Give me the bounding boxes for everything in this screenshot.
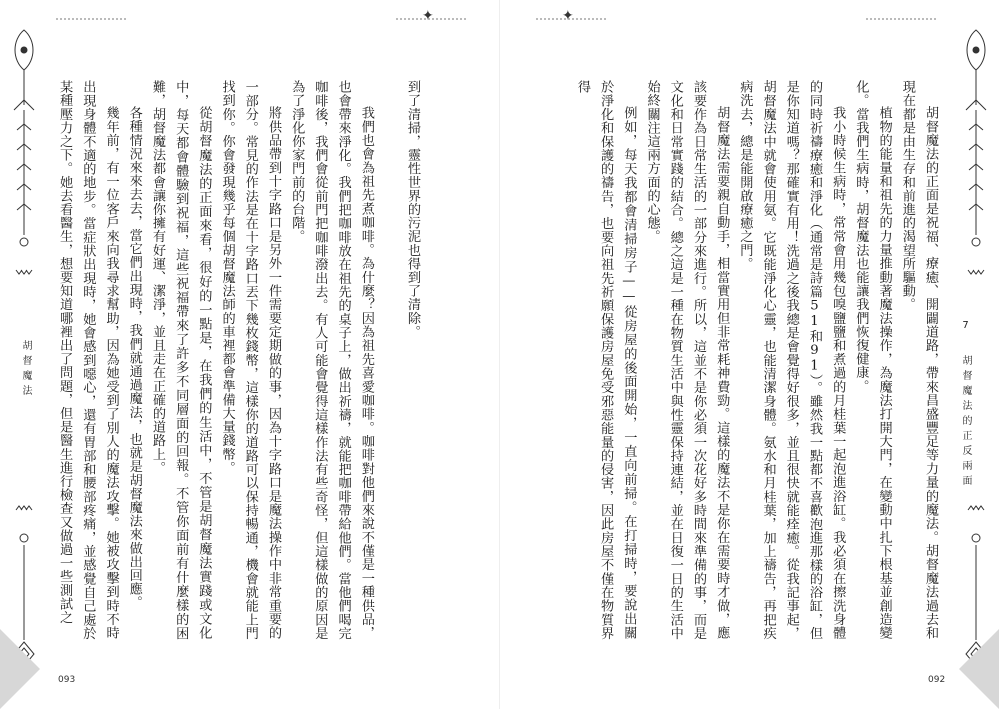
paragraph: 從胡督魔法的正面來看，很好的一點是，在我們的生活中，不管是胡督魔法實踐或文化中，每天都會體驗到祝福，這些祝福帶來了許多不同層面的回報。不管你面前有什麼樣的困難，胡督魔法都會讓你擁有好運、潔淨，並且走在正確的道路上。 bbox=[149, 80, 212, 640]
paragraph: 將供品帶到十字路口是另外一件需要定期做的事，因為十字路口是魔法操作中非常重要的一部分。常見的作法是在十字路口丟下幾枚錢幣，這樣你的道路可以保持暢通，機會就能上門找到你。你會發現幾乎每個胡督魔法師的車裡都會準備大量錢幣。 bbox=[219, 80, 281, 640]
paragraph: 幾年前，有一位客戶來向我尋求幫助，因為她受到了別人的魔法攻擊。她被攻擊到時不時出現身體不適的地步。當症狀出現時，她會感到噁心，還有胃部和腰部疼痛，並感覺自己處於某種壓力之下。她去看醫生，想要知道哪裡出了問題，但是醫生進行檢查又做過一些測試之 bbox=[57, 80, 119, 640]
paragraph: 各種情況來來去去，當它們出現時，我們就通過魔法，也就是胡督魔法來做出回應。 bbox=[126, 106, 142, 610]
paragraph: 我們也會為祖先煮咖啡。為什麼？因為祖先喜愛咖啡。咖啡對他們來說不僅是一種供品，也會帶來淨化。我們把咖啡放在祖先的桌子上，做出祈禱，就能把咖啡帶給他們。當他們喝完咖啡後，我們會從前門把咖啡潑出去。有人可能會覺得這樣作法有些奇怪，但這樣做的原因是為了淨化你家門前的台階。 bbox=[289, 80, 374, 640]
paragraph: 到了清掃，靈性世界的污泥也得到了清除。 bbox=[405, 80, 420, 339]
paragraph: 我小時候生病時，常常會用幾包嗅鹽鹽和煮過的月桂葉一起泡進浴缸。我必須在擦洗身體的同時祈禱療癒和淨化（通常是詩篇51和91）。雖然我一點都不喜歡泡進那樣的浴缸，但是你知道嗎？那確實有用！洗過之後我總是會覺得好很多，並且很快就能痊癒。從我記事起，胡督魔法中就會使用氨。它既能淨化心靈，也能清潔身體。氨水和月桂葉，加上禱告，再把疾病洗去，總是能開啟療癒之門。 bbox=[737, 80, 846, 640]
paragraph: 植物的能量和祖先的力量推動著魔法操作，為魔法打開大門，在變動中扎下根基並創造變化。當我們生病時，胡督魔法也能讓我們恢復健康。 bbox=[853, 80, 892, 640]
star-ornament-icon: ✦ bbox=[562, 8, 574, 24]
left-page bbox=[0, 0, 499, 709]
chapter-number: 7 bbox=[960, 320, 971, 331]
decorative-dotted-line bbox=[56, 18, 126, 20]
corner-triangle-decoration bbox=[959, 629, 999, 709]
corner-triangle-decoration bbox=[0, 629, 40, 709]
right-page bbox=[500, 0, 999, 709]
running-head-title: 胡督魔法的正反兩面 bbox=[960, 355, 971, 490]
star-ornament-icon: ✦ bbox=[422, 8, 434, 24]
running-head bbox=[958, 320, 973, 490]
paragraph: 胡督魔法的正面是祝福、療癒、開闢道路，帶來昌盛豐足等力量的魔法。胡督魔法過去和現在都是由生存和前進的渴望所驅動。 bbox=[899, 80, 938, 640]
running-head bbox=[18, 340, 33, 400]
page-number: 093 bbox=[58, 675, 76, 685]
paragraph-spacer bbox=[378, 80, 401, 640]
left-page-body bbox=[57, 80, 424, 640]
decorative-dotted-line bbox=[866, 18, 936, 20]
right-page-body bbox=[576, 80, 942, 640]
paragraph: 胡督魔法需要親自動手，相當實用但非常耗神費勁。這樣的魔法不是你在需要時才做，應該要作為日常生活的一部分來進行。所以，這並不是你必須一次花好多時間來準備的事，而是文化和日常實踐的結合。總之這是一種在物質生活中與性靈保持連結，並在日復一日的生活中始終關注這兩方面的心態。 bbox=[644, 80, 730, 640]
paragraph: 例如，每天我都會清掃房子——從房屋的後面開始，一直向前掃。在打掃時，要說出關於淨化和保護的禱告，也要向祖先祈願保護房屋免受邪惡能量的侵害，因此房屋不僅在物質界得 bbox=[574, 80, 637, 640]
page-number: 092 bbox=[928, 675, 946, 685]
running-head-title: 胡督魔法 bbox=[20, 340, 31, 400]
